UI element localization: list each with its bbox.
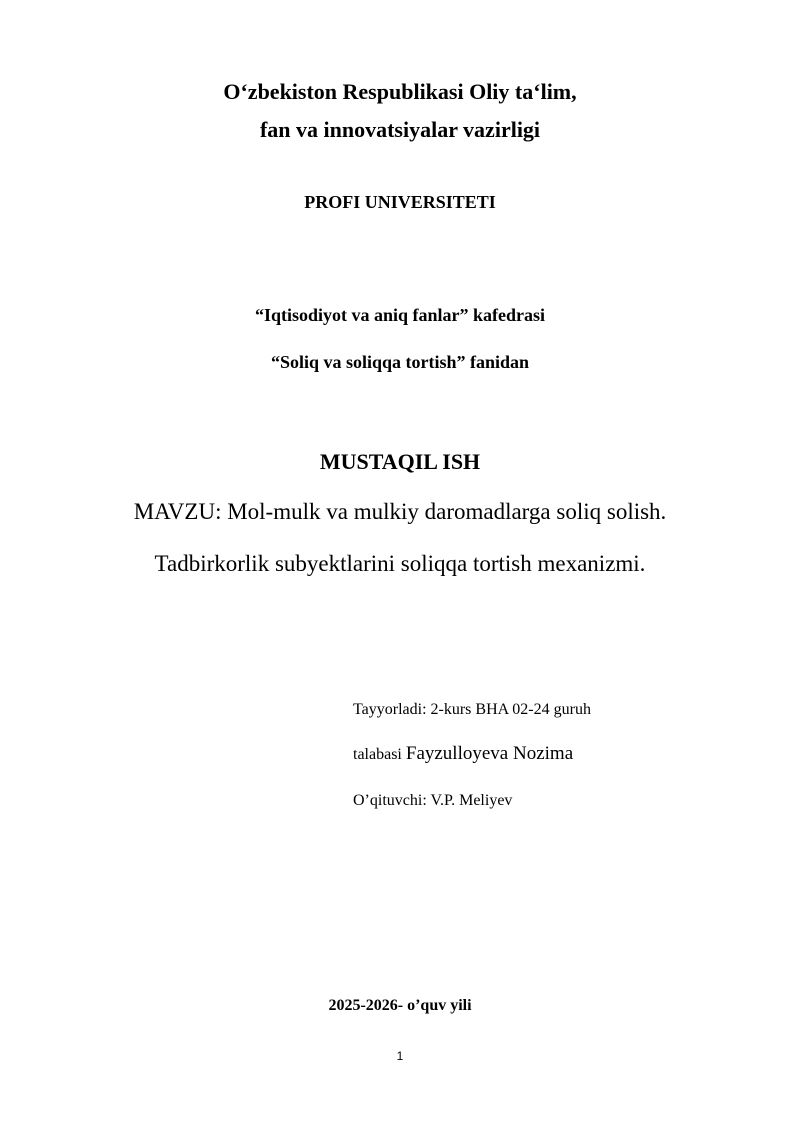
topic-line-1: MAVZU: Mol-mulk va mulkiy daromadlarga soliq solish. [133,499,667,524]
academic-year: 2025-2026- o’quv yili [328,997,472,1014]
page-number: 1 [396,1049,404,1063]
topic-line-2: Tadbirkorlik subyektlarini soliqqa tortish mexanizmi. [154,551,646,576]
student-label: talabasi [353,746,402,763]
student-name: Fayzulloyeva Nozima [405,743,574,764]
student-line [353,744,573,763]
prepared-by: Tayyorladi: 2-kurs BHA 02-24 guruh [353,701,591,718]
subject-name: “Soliq va soliqqa tortish” fanidan [270,352,530,372]
university-name: PROFI UNIVERSITETI [304,192,496,212]
ministry-name-line-1: O‘zbekiston Respublikasi Oliy ta‘lim, [223,79,577,104]
department-name: “Iqtisodiyot va aniq fanlar” kafedrasi [254,305,546,325]
work-title: MUSTAQIL ISH [319,449,481,474]
ministry-name-line-2: fan va innovatsiyalar vazirligi [259,117,541,142]
teacher: O’qituvchi: V.P. Meliyev [353,792,513,809]
